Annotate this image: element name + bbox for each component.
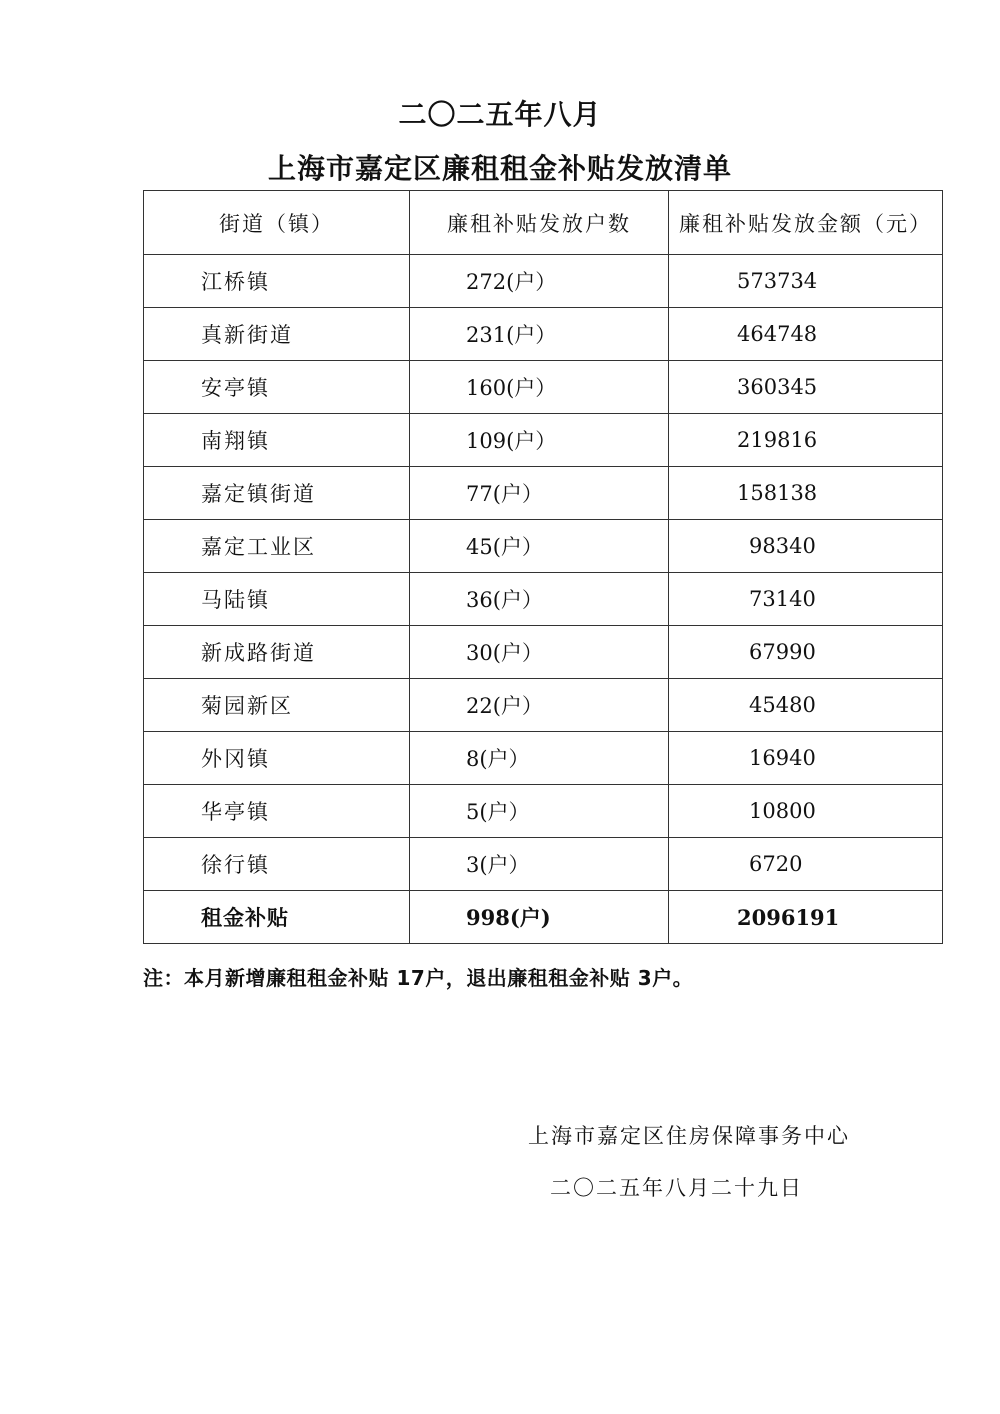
footnote: 注：本月新增廉租租金补贴 17户，退出廉租租金补贴 3户。 (143, 966, 694, 990)
district-cell: 马陆镇 (144, 573, 410, 626)
households-cell: 5(户） (410, 785, 669, 838)
district-cell: 新成路街道 (144, 626, 410, 679)
amount-cell: 10800 (669, 785, 943, 838)
households-cell: 77(户） (410, 467, 669, 520)
total-households-cell: 998(户) (410, 891, 669, 944)
table-header-row (144, 191, 943, 255)
table-row (144, 361, 943, 414)
amount-cell: 573734 (669, 255, 943, 308)
header-district: 街道（镇） (144, 191, 410, 255)
table-row (144, 308, 943, 361)
households-cell: 109(户） (410, 414, 669, 467)
table-row (144, 785, 943, 838)
document-date-title: 二〇二五年八月 (398, 98, 602, 131)
amount-cell: 464748 (669, 308, 943, 361)
table-row (144, 679, 943, 732)
district-cell: 嘉定镇街道 (144, 467, 410, 520)
table-row (144, 626, 943, 679)
header-amount: 廉租补贴发放金额（元） (669, 191, 943, 255)
district-cell: 真新街道 (144, 308, 410, 361)
table-row (144, 732, 943, 785)
table-row (144, 573, 943, 626)
document-title: 上海市嘉定区廉租租金补贴发放清单 (267, 152, 732, 185)
households-cell: 272(户） (410, 255, 669, 308)
district-cell: 嘉定工业区 (144, 520, 410, 573)
district-cell: 华亭镇 (144, 785, 410, 838)
households-cell: 22(户） (410, 679, 669, 732)
district-cell: 菊园新区 (144, 679, 410, 732)
households-cell: 3(户） (410, 838, 669, 891)
households-cell: 45(户） (410, 520, 669, 573)
district-cell: 江桥镇 (144, 255, 410, 308)
total-label-cell: 租金补贴 (144, 891, 410, 944)
table-row (144, 520, 943, 573)
households-cell: 30(户） (410, 626, 669, 679)
district-cell: 外冈镇 (144, 732, 410, 785)
table-row (144, 414, 943, 467)
amount-cell: 360345 (669, 361, 943, 414)
amount-cell: 6720 (669, 838, 943, 891)
header-households: 廉租补贴发放户数 (410, 191, 669, 255)
district-cell: 南翔镇 (144, 414, 410, 467)
households-cell: 36(户） (410, 573, 669, 626)
table-row (144, 467, 943, 520)
table-row (144, 838, 943, 891)
amount-cell: 45480 (669, 679, 943, 732)
table-row (144, 255, 943, 308)
households-cell: 8(户） (410, 732, 669, 785)
amount-cell: 16940 (669, 732, 943, 785)
total-amount-cell: 2096191 (669, 891, 943, 944)
amount-cell: 158138 (669, 467, 943, 520)
households-cell: 160(户） (410, 361, 669, 414)
households-cell: 231(户） (410, 308, 669, 361)
amount-cell: 67990 (669, 626, 943, 679)
amount-cell: 73140 (669, 573, 943, 626)
amount-cell: 98340 (669, 520, 943, 573)
district-cell: 徐行镇 (144, 838, 410, 891)
amount-cell: 219816 (669, 414, 943, 467)
subsidy-table (143, 190, 943, 944)
issue-date: 二〇二五年八月二十九日 (550, 1176, 803, 1200)
table-total-row (144, 891, 943, 944)
issuing-organization: 上海市嘉定区住房保障事务中心 (528, 1124, 850, 1148)
district-cell: 安亭镇 (144, 361, 410, 414)
